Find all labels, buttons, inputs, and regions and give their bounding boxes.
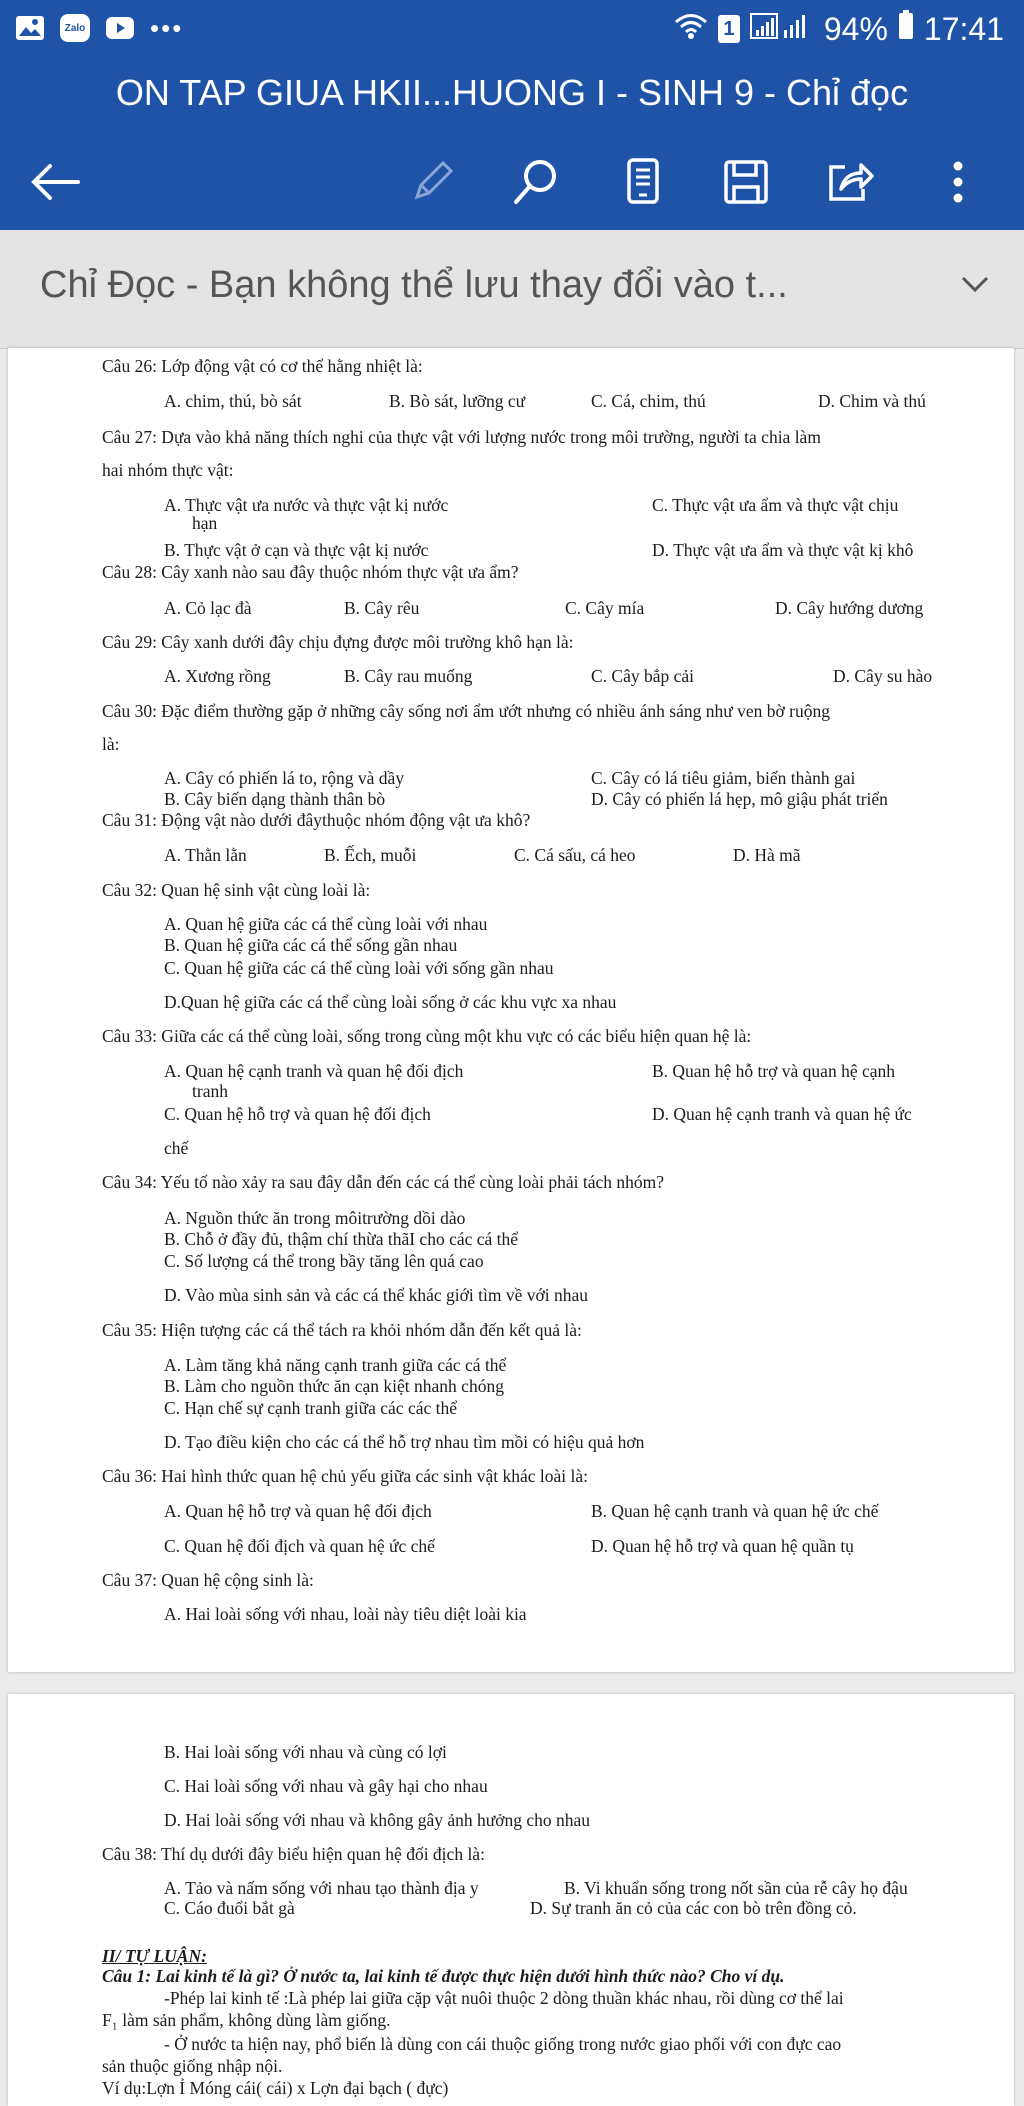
answer-a: A. Cỏ lạc đà [164, 598, 252, 618]
answer-b: B. Vi khuẩn sống trong nốt sần của rễ cây họ đậu [564, 1878, 908, 1898]
answer-d: D. Thực vật ưa ẩm và thực vật kị khô [652, 540, 914, 560]
question-27: Câu 27: Dựa vào khả năng thích nghi của thực vật với lượng nước trong môi trường, người ta chia làm [102, 427, 821, 447]
answer-c: C. Cáo đuổi bắt gà [164, 1898, 295, 1918]
gallery-icon [14, 12, 46, 44]
answer-a-cont: tranh [192, 1081, 228, 1101]
answer-a: A. Thực vật ưa nước và thực vật kị nước [164, 495, 449, 515]
answer-b: B. Chỗ ở đầy đủ, thậm chí thừa thãI cho các cá thể [164, 1229, 519, 1249]
essay-paragraph-cont: F₁ làm sản phẩm, không dùng làm giống. [102, 2010, 391, 2030]
battery-icon [898, 10, 914, 48]
back-button[interactable] [28, 154, 84, 210]
mobile-view-icon [626, 158, 660, 206]
question-36: Câu 36: Hai hình thức quan hệ chủ yếu giữa các sinh vật khác loài là: [102, 1466, 588, 1486]
answer-d: D. Quan hệ cạnh tranh và quan hệ ức [652, 1104, 912, 1124]
question-26: Câu 26: Lớp động vật có cơ thể hằng nhiệt là: [102, 356, 423, 376]
share-icon [825, 159, 875, 205]
answer-b: B. Ếch, muỗi [324, 845, 417, 865]
answer-a: A. chim, thú, bò sát [164, 391, 302, 411]
answer-d: D. Cây su hào [833, 666, 933, 686]
question-30-cont: là: [102, 734, 120, 754]
answer-a: A. Tảo và nấm sống với nhau tạo thành địa y [164, 1878, 479, 1898]
save-button[interactable] [718, 154, 774, 210]
answer-c: C. Cá sấu, cá heo [514, 845, 636, 865]
question-33: Câu 33: Giữa các cá thể cùng loài, sống trong cùng một khu vực có các biểu hiện quan hệ là: [102, 1026, 752, 1046]
answer-b: B. Làm cho nguồn thức ăn cạn kiệt nhanh chóng [164, 1376, 504, 1396]
sim-slot-badge: 1 [718, 15, 740, 43]
answer-b: B. Cây rêu [344, 598, 420, 618]
wifi-icon [674, 11, 708, 48]
answer-c: C. Quan hệ đối địch và quan hệ ức chế [164, 1536, 435, 1556]
question-27-cont: hai nhóm thực vật: [102, 460, 234, 480]
read-only-message: Chỉ Đọc - Bạn không thể lưu thay đổi vào t... [40, 264, 788, 306]
youtube-icon [104, 12, 136, 44]
answer-d: D. Sự tranh ăn cỏ của các con bò trên đồng cỏ. [530, 1898, 857, 1918]
essay-paragraph: -Phép lai kinh tế :Là phép lai giữa cặp vật nuôi thuộc 2 dòng thuần khác nhau, rồi dùng cơ thể lai [164, 1988, 844, 2008]
answer-c: C. Cây có lá tiêu giảm, biến thành gai [591, 768, 856, 788]
signal-icon [750, 11, 814, 48]
answer-d: D. Chim và thú [818, 391, 926, 411]
answer-b: B. Hai loài sống với nhau và cùng có lợi [164, 1742, 447, 1762]
question-37: Câu 37: Quan hệ cộng sinh là: [102, 1570, 314, 1590]
toolbar [0, 146, 1024, 212]
read-only-banner[interactable] [0, 230, 1024, 349]
answer-c: C. Số lượng cá thể trong bầy tăng lên quá cao [164, 1251, 484, 1271]
more-options-button[interactable] [930, 154, 986, 210]
answer-a: A. Hai loài sống với nhau, loài này tiêu diệt loài kia [164, 1604, 527, 1624]
answer-c: C. Cây mía [565, 598, 645, 618]
pencil-icon [409, 159, 455, 205]
question-38: Câu 38: Thí dụ dưới đây biểu hiện quan hệ đối địch là: [102, 1844, 485, 1864]
search-button[interactable] [508, 154, 564, 210]
answer-d-cont: chế [164, 1138, 189, 1158]
essay-paragraph: - Ở nước ta hiện nay, phổ biến là dùng con cái thuộc giống trong nước giao phối với con đực cao [164, 2034, 842, 2054]
kebab-menu-icon [950, 159, 966, 205]
answer-b: B. Thực vật ở cạn và thực vật kị nước [164, 540, 429, 560]
share-button[interactable] [822, 154, 878, 210]
answer-c: C. Quan hệ giữa các cá thể cùng loài với sống gần nhau [164, 958, 554, 978]
back-arrow-icon [30, 162, 82, 202]
clock: 17:41 [923, 10, 1004, 47]
answer-a: A. Xương rồng [164, 666, 271, 686]
answer-a: A. Nguồn thức ăn trong môitrường dồi dào [164, 1208, 466, 1228]
answer-b: B. Bò sát, lưỡng cư [389, 391, 526, 411]
answer-a: A. Quan hệ cạnh tranh và quan hệ đối địch [164, 1061, 464, 1081]
answer-d: D. Cây có phiến lá hẹp, mô giậu phát triển [591, 789, 888, 809]
answer-b: B. Quan hệ hỗ trợ và quan hệ cạnh [652, 1061, 896, 1081]
answer-b: B. Quan hệ cạnh tranh và quan hệ ức chế [591, 1501, 879, 1521]
answer-c: C. Hai loài sống với nhau và gây hại cho nhau [164, 1776, 488, 1796]
status-bar [0, 0, 1024, 58]
app-bar [0, 58, 1024, 230]
zalo-icon: Zalo [60, 14, 90, 42]
document-page-1 [8, 348, 1014, 1672]
search-icon [512, 158, 560, 206]
answer-a: A. Thằn lằn [164, 845, 247, 865]
question-34: Câu 34: Yếu tố nào xảy ra sau đây dẫn đến các cá thể cùng loài phải tách nhóm? [102, 1172, 665, 1192]
answer-c: C. Quan hệ hỗ trợ và quan hệ đối địch [164, 1104, 431, 1124]
answer-d: D. Tạo điều kiện cho các cá thể hỗ trợ nhau tìm mồi có hiệu quả hơn [164, 1432, 645, 1452]
answer-d: D. Cây hướng dương [775, 598, 924, 618]
answer-c: C. Cây bắp cải [591, 666, 695, 686]
answer-b: B. Cây biến dạng thành thân bò [164, 789, 386, 809]
essay-question-1: Câu 1: Lai kinh tế là gì? Ở nước ta, lai kinh tế được thực hiện dưới hình thức nào? Cho ví dụ. [102, 1966, 785, 1986]
essay-example: Ví dụ:Lợn Ỉ Móng cái( cái) x Lợn đại bạch ( đực) [102, 2078, 449, 2098]
document-page-2 [8, 1694, 1014, 2106]
answer-c: C. Cá, chim, thú [591, 391, 706, 411]
answer-d: D. Hai loài sống với nhau và không gây ảnh hưởng cho nhau [164, 1810, 591, 1830]
question-29: Câu 29: Cây xanh dưới đây chịu đựng được môi trường khô hạn là: [102, 632, 574, 652]
answer-d: D. Hà mã [733, 845, 801, 865]
question-28: Câu 28: Cây xanh nào sau đây thuộc nhóm thực vật ưa ẩm? [102, 562, 519, 582]
document-title: ON TAP GIUA HKII...HUONG I - SINH 9 - Chỉ đọc [115, 72, 909, 113]
essay-heading: II/ TỰ LUẬN: [102, 1946, 207, 1966]
chevron-down-icon[interactable] [960, 274, 990, 294]
question-35: Câu 35: Hiện tượng các cá thể tách ra khỏi nhóm dẫn đến kết quả là: [102, 1320, 582, 1340]
question-31: Câu 31: Động vật nào dưới đâythuộc nhóm động vật ưa khô? [102, 810, 531, 830]
battery-percent: 94% [823, 10, 888, 47]
save-icon [723, 159, 769, 205]
answer-a: A. Cây có phiến lá to, rộng và dầy [164, 768, 405, 788]
answer-d: D.Quan hệ giữa các cá thể cùng loài sống ở các khu vực xa nhau [164, 992, 617, 1012]
question-30: Câu 30: Đặc điểm thường gặp ở những cây sống nơi ẩm ướt nhưng có nhiều ánh sáng như ven bờ ruộng [102, 701, 830, 721]
answer-a: A. Làm tăng khả năng cạnh tranh giữa các cá thể [164, 1355, 507, 1375]
answer-c: C. Thực vật ưa ẩm và thực vật chịu [652, 495, 899, 515]
answer-d: D. Quan hệ hỗ trợ và quan hệ quần tụ [591, 1536, 854, 1556]
answer-a: A. Quan hệ hỗ trợ và quan hệ đối địch [164, 1501, 432, 1521]
answer-a: A. Quan hệ giữa các cá thể cùng loài với nhau [164, 914, 488, 934]
essay-paragraph-cont: sản thuộc giống nhập nội. [102, 2056, 283, 2076]
edit-button[interactable] [404, 154, 460, 210]
answer-c: C. Hạn chế sự cạnh tranh giữa các các thể [164, 1398, 457, 1418]
question-32: Câu 32: Quan hệ sinh vật cùng loài là: [102, 880, 371, 900]
answer-b: B. Quan hệ giữa các cá thể sống gần nhau [164, 935, 458, 955]
answer-a-cont: hạn [192, 513, 218, 533]
notification-overflow: ••• [150, 13, 184, 43]
answer-b: B. Cây rau muống [344, 666, 473, 686]
reading-view-button[interactable] [615, 154, 671, 210]
answer-d: D. Vào mùa sinh sản và các cá thể khác giới tìm về với nhau [164, 1285, 588, 1305]
